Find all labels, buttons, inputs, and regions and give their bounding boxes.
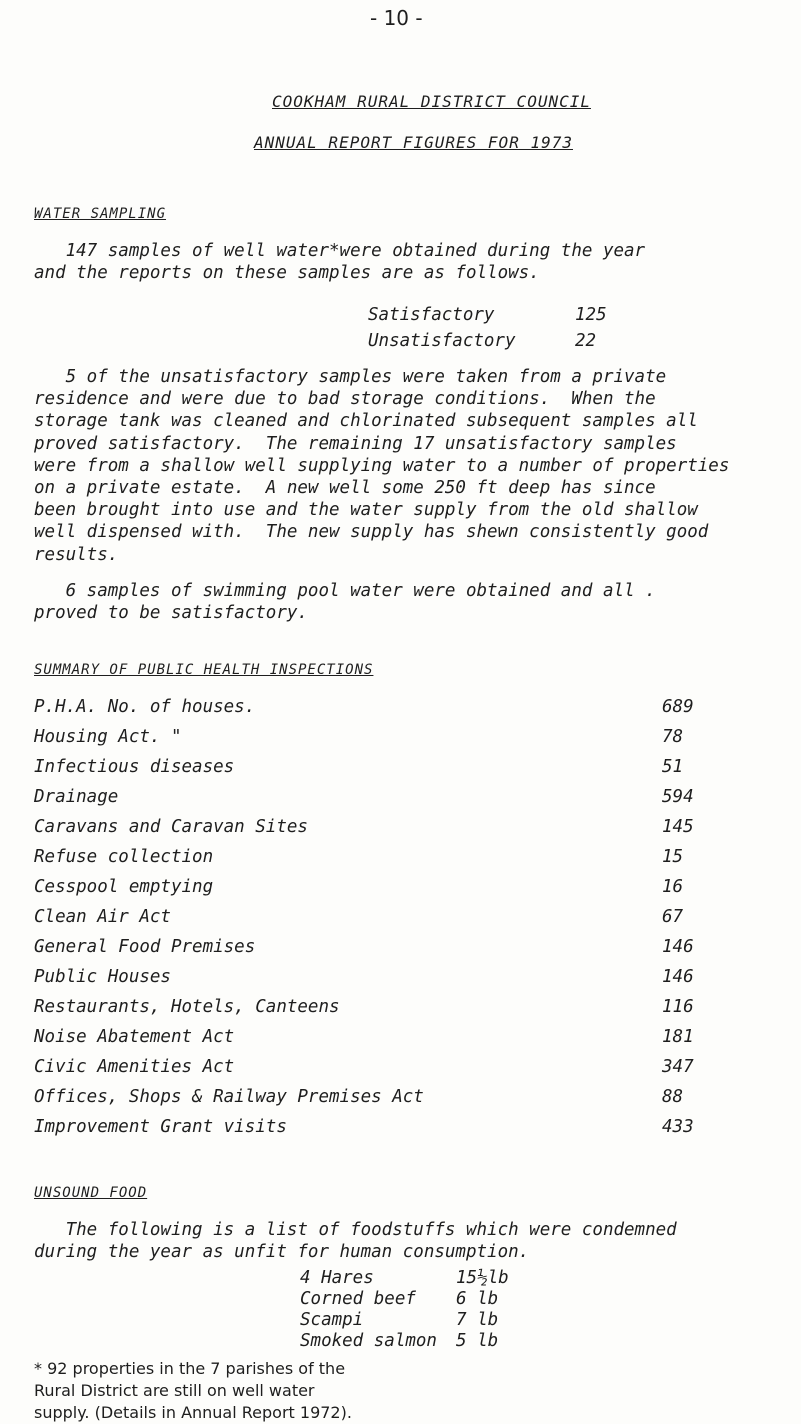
inspection-value: 116 — [662, 997, 694, 1017]
para-line: were from a shallow well supplying water to a number of properties — [34, 455, 730, 476]
para-line: residence and were due to bad storage conditions. When the — [34, 389, 656, 410]
para-line: results. — [34, 544, 119, 565]
para-line: been brought into use and the water supply from the old shallow — [34, 500, 698, 521]
para-line: proved satisfactory. The remaining 17 unsatisfactory samples — [34, 433, 677, 454]
inspection-value: 67 — [662, 907, 684, 927]
water-intro — [34, 240, 794, 284]
water-paragraph-3 — [34, 580, 794, 624]
food-intro-line: The following is a list of foodstuffs which were condemned — [34, 1220, 677, 1240]
inspection-label: Civic Amenities Act — [34, 1057, 235, 1077]
food-item-label: Corned beef — [300, 1289, 416, 1309]
inspection-value: 146 — [662, 937, 694, 957]
inspection-value: 145 — [662, 817, 694, 837]
para-line: 6 samples of swimming pool water were obtained and all . — [34, 581, 656, 601]
para-line: storage tank was cleaned and chlorinated subsequent samples all — [34, 411, 698, 432]
food-item-qty: 7 lb — [456, 1310, 499, 1330]
inspection-value: 433 — [662, 1117, 694, 1137]
unsound-food-intro — [34, 1219, 794, 1263]
result-value-satisfactory: 125 — [575, 305, 607, 325]
food-item-qty: 15½lb — [456, 1268, 509, 1288]
inspection-value: 594 — [662, 787, 694, 807]
food-item-qty: 6 lb — [456, 1289, 499, 1309]
footnote-line: Rural District are still on well water — [34, 1381, 315, 1400]
inspection-value: 16 — [662, 877, 684, 897]
inspection-label: Refuse collection — [34, 847, 214, 867]
inspection-label: Caravans and Caravan Sites — [34, 817, 308, 837]
inspection-label: Clean Air Act — [34, 907, 171, 927]
inspection-label: Offices, Shops & Railway Premises Act — [34, 1087, 424, 1107]
footnote-line: * 92 properties in the 7 parishes of the — [34, 1359, 346, 1378]
footnote-line: supply. (Details in Annual Report 1972). — [34, 1403, 352, 1422]
inspection-value: 181 — [662, 1027, 694, 1047]
food-item-qty: 5 lb — [456, 1331, 499, 1351]
food-intro-line: during the year as unfit for human consumption. — [34, 1242, 530, 1263]
para-line: proved to be satisfactory. — [34, 603, 308, 624]
page-number: - 10 - — [370, 6, 423, 30]
para-line: well dispensed with. The new supply has shewn consistently good — [34, 522, 709, 543]
inspection-label: Public Houses — [34, 967, 171, 987]
inspection-value: 689 — [662, 697, 694, 717]
report-title: ANNUAL REPORT FIGURES FOR 1973 — [254, 133, 573, 152]
food-item-label: 4 Hares — [300, 1268, 374, 1288]
result-value-unsatisfactory: 22 — [575, 331, 597, 351]
inspection-label: Housing Act. " — [34, 727, 182, 747]
food-item-label: Smoked salmon — [300, 1331, 437, 1351]
unsound-food-heading: UNSOUND FOOD — [34, 1185, 148, 1201]
inspection-label: Infectious diseases — [34, 757, 235, 777]
council-title: COOKHAM RURAL DISTRICT COUNCIL — [272, 92, 591, 111]
result-label-satisfactory: Satisfactory — [368, 305, 495, 325]
inspection-value: 88 — [662, 1087, 684, 1107]
footnote — [34, 1358, 352, 1424]
para-line: on a private estate. A new well some 250 ft deep has since — [34, 478, 656, 499]
inspection-label: General Food Premises — [34, 937, 256, 957]
inspection-value: 146 — [662, 967, 694, 987]
inspection-value: 51 — [662, 757, 684, 777]
water-intro-line: 147 samples of well water*were obtained during the year — [34, 241, 646, 261]
water-intro-line: and the reports on these samples are as follows. — [34, 263, 540, 284]
inspection-label: Noise Abatement Act — [34, 1027, 235, 1047]
inspection-label: Restaurants, Hotels, Canteens — [34, 997, 340, 1017]
inspection-value: 78 — [662, 727, 684, 747]
water-paragraph-2 — [34, 366, 794, 566]
inspection-value: 15 — [662, 847, 684, 867]
inspection-label: Improvement Grant visits — [34, 1117, 287, 1137]
food-item-label: Scampi — [300, 1310, 364, 1330]
water-sampling-heading: WATER SAMPLING — [34, 206, 167, 222]
para-line: 5 of the unsatisfactory samples were taken from a private — [34, 367, 667, 387]
inspection-label: P.H.A. No. of houses. — [34, 697, 256, 717]
inspection-label: Drainage — [34, 787, 119, 807]
inspection-label: Cesspool emptying — [34, 877, 214, 897]
inspections-heading: SUMMARY OF PUBLIC HEALTH INSPECTIONS — [34, 662, 374, 678]
inspection-value: 347 — [662, 1057, 694, 1077]
result-label-unsatisfactory: Unsatisfactory — [368, 331, 516, 351]
